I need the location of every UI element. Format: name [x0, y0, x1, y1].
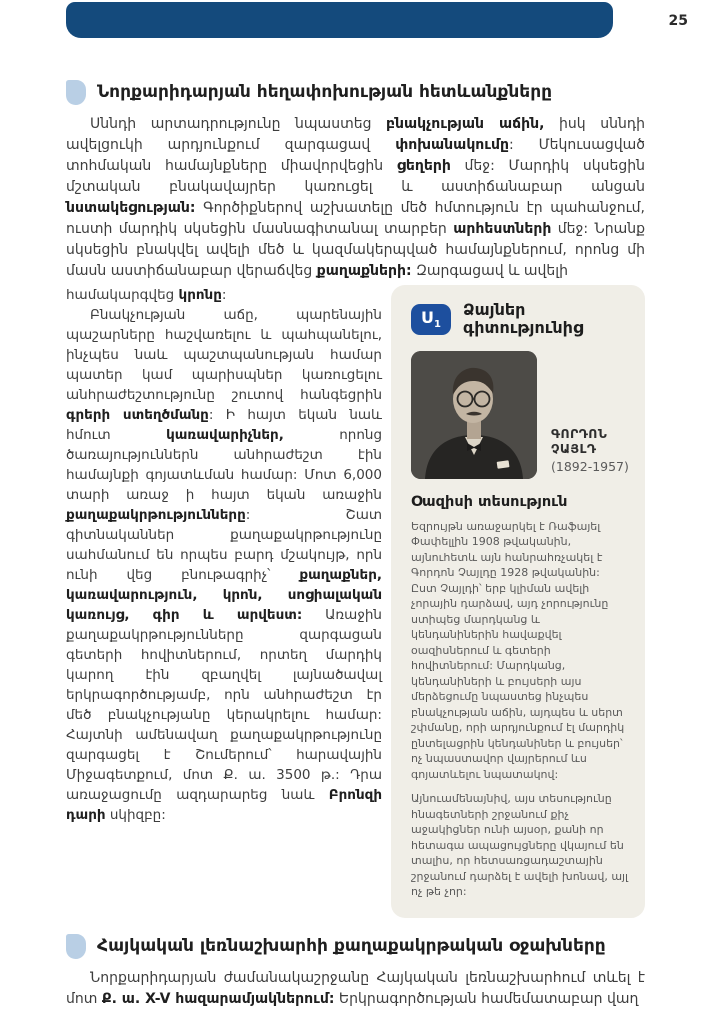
top-header-bar [66, 2, 613, 38]
u1-badge: $U_1$ [411, 304, 451, 335]
left-column-paragraph: Բնակչության աճը, պարենային պաշարները հաշվառելու և պահպանելու, ինչպես նաև պաշտպանության համար պատեր կամ պարիսպներ կառուցելու անհրաժեշտությունը շուտով հանգեցրին գրերի ստեղծմանը: Ի հայտ եկան նաև հմուտ կառավարիչներ, որոնց ծառայություններն անհրաժեշտ էին համայնքի գոյատևման համար: Մոտ 6,000 տարի առաջ ի հայտ եկան առաջին քաղաքակրթությունները: Շատ գիտնականներ քաղաքակրթությունը սահմանում են որպես բարդ մշակույթ, որն ունի վեց բնութագրիչ՝ քաղաքներ, կառավարություն, կրոն, սոցիալական կառույց, գիր և արվեստ: Առաջին քաղաքակրթությունները զարգացան գետերի հովիտներում, որտեղ մարդիկ կարող էին զբաղվել լայնածավալ երկրագործությամբ, որն անհրաժեշտ էր մեծ բնակչությանը կերակրելու համար: Հայտնի ամենավաղ քաղաքակրթությունը զարգացել է Շումերում՝ հարավային Միջագետքում, մոտ Ք. ա. 3500 թ.: Դրա առաջացումը ազդարարեց նաև Բրոնզի դարի սկիզբը: [66, 307, 382, 823]
oasis-theory-subtitle: Օազիսի տեսություն [411, 493, 568, 510]
section2-title: Հայկական լեռնաշխարհի քաղաքակրթական օջախները [97, 936, 606, 957]
section1-header [66, 80, 645, 105]
section-marker-icon [66, 80, 86, 105]
section2 [66, 934, 645, 1010]
section1-title: Նորքարիդարյան հեղափոխության հետևանքները [97, 82, 553, 103]
section2-header [66, 934, 645, 959]
sidebar-title: Ձայներ գիտությունից [462, 300, 584, 338]
left-column [66, 285, 382, 825]
portrait-illustration [411, 351, 537, 479]
portrait-caption [551, 426, 629, 479]
paragraph-continuation: համակարգվեց կրոնը: [66, 287, 227, 303]
science-voices-box [391, 285, 645, 918]
gordon-childe-photo [411, 351, 537, 479]
section1-paragraph: Սննդի արտադրությունը նպաստեց բնակչության աճին, իսկ սննդի ավելցուկի արդյունքում զարգացավ փոխանակումը: Մեկուսացված տոհմական համայնքները միավորվեցին ցեղերի մեջ: Մարդիկ սկսեցին մշտական բնակավայրեր կառուցել և աստիճանաբար անցան նստակեցության: Գործիքներով աշխատելը մեծ հմտություն էր պահանջում, ուստի մարդիկ սկսեցին մասնագիտանալ տարբեր արհեստների մեջ: Նրանք սկսեցին բնակվել ավելի մեծ և կազմակերպված համայնքներում, որոնց մի մասն աստիճանաբար վերաճվեց քաղաքների: Զարգացավ և ավելի [66, 116, 646, 279]
section2-paragraph: Նորքարիդարյան ժամանակաշրջանը Հայկական լեռնաշխարհում տևել է մոտ Ք. ա. X-V հազարամյակներում: Երկրագործության համեմատաբար վաղ [66, 969, 645, 1007]
page-content [66, 80, 645, 1010]
two-column-area [66, 285, 645, 918]
person-years: (1892-1957) [551, 458, 629, 474]
sidebar-header [411, 301, 629, 338]
person-name: ԳՈՐԴՈՆ ՉԱՅԼԴ [551, 425, 608, 456]
sidebar-paragraph-2: Այնուամենայնիվ, այս տեսությունը հնագետների շրջանում քիչ աջակիցներ ունի այսօր, քանի որ հետագա ապացույցները վկայում են տալիս, որ հետսառցադաշտային շրջանում դարձել է ավելի խոնավ, այլ ոչ թե չոր: [411, 792, 629, 899]
page-number: 25 [668, 13, 688, 29]
sidebar-paragraph-1: Եզրույթն առաջարկել է Ռաֆայել Փափելլին 1908 թվականին, այնուհետև այն հանրահռչակել է Գորդոն Չայլդը 1928 թվականին: Ըստ Չայլդի՝ երբ կլիման ավելի չորային դարձավ, այդ չորությունը ստիպեց մարդկանց և կենդանիներին հավաքվել օազիսներում և գետերի հովիտներում: Մարդկանց, կենդանիների և բույսերի այս մերձեցումը նպաստեց ինչպես բնակչության աճին, այդպես և սերտ շփմանը, որի արդյունքում էլ մարդիկ ընտելացրին կենդանիներ և բույսեր՝ ոչ նպաստավոր վայրերում ևս գոյատևելու նպատակով: [411, 519, 625, 781]
section-marker-icon [66, 934, 86, 959]
portrait-row [411, 351, 629, 479]
